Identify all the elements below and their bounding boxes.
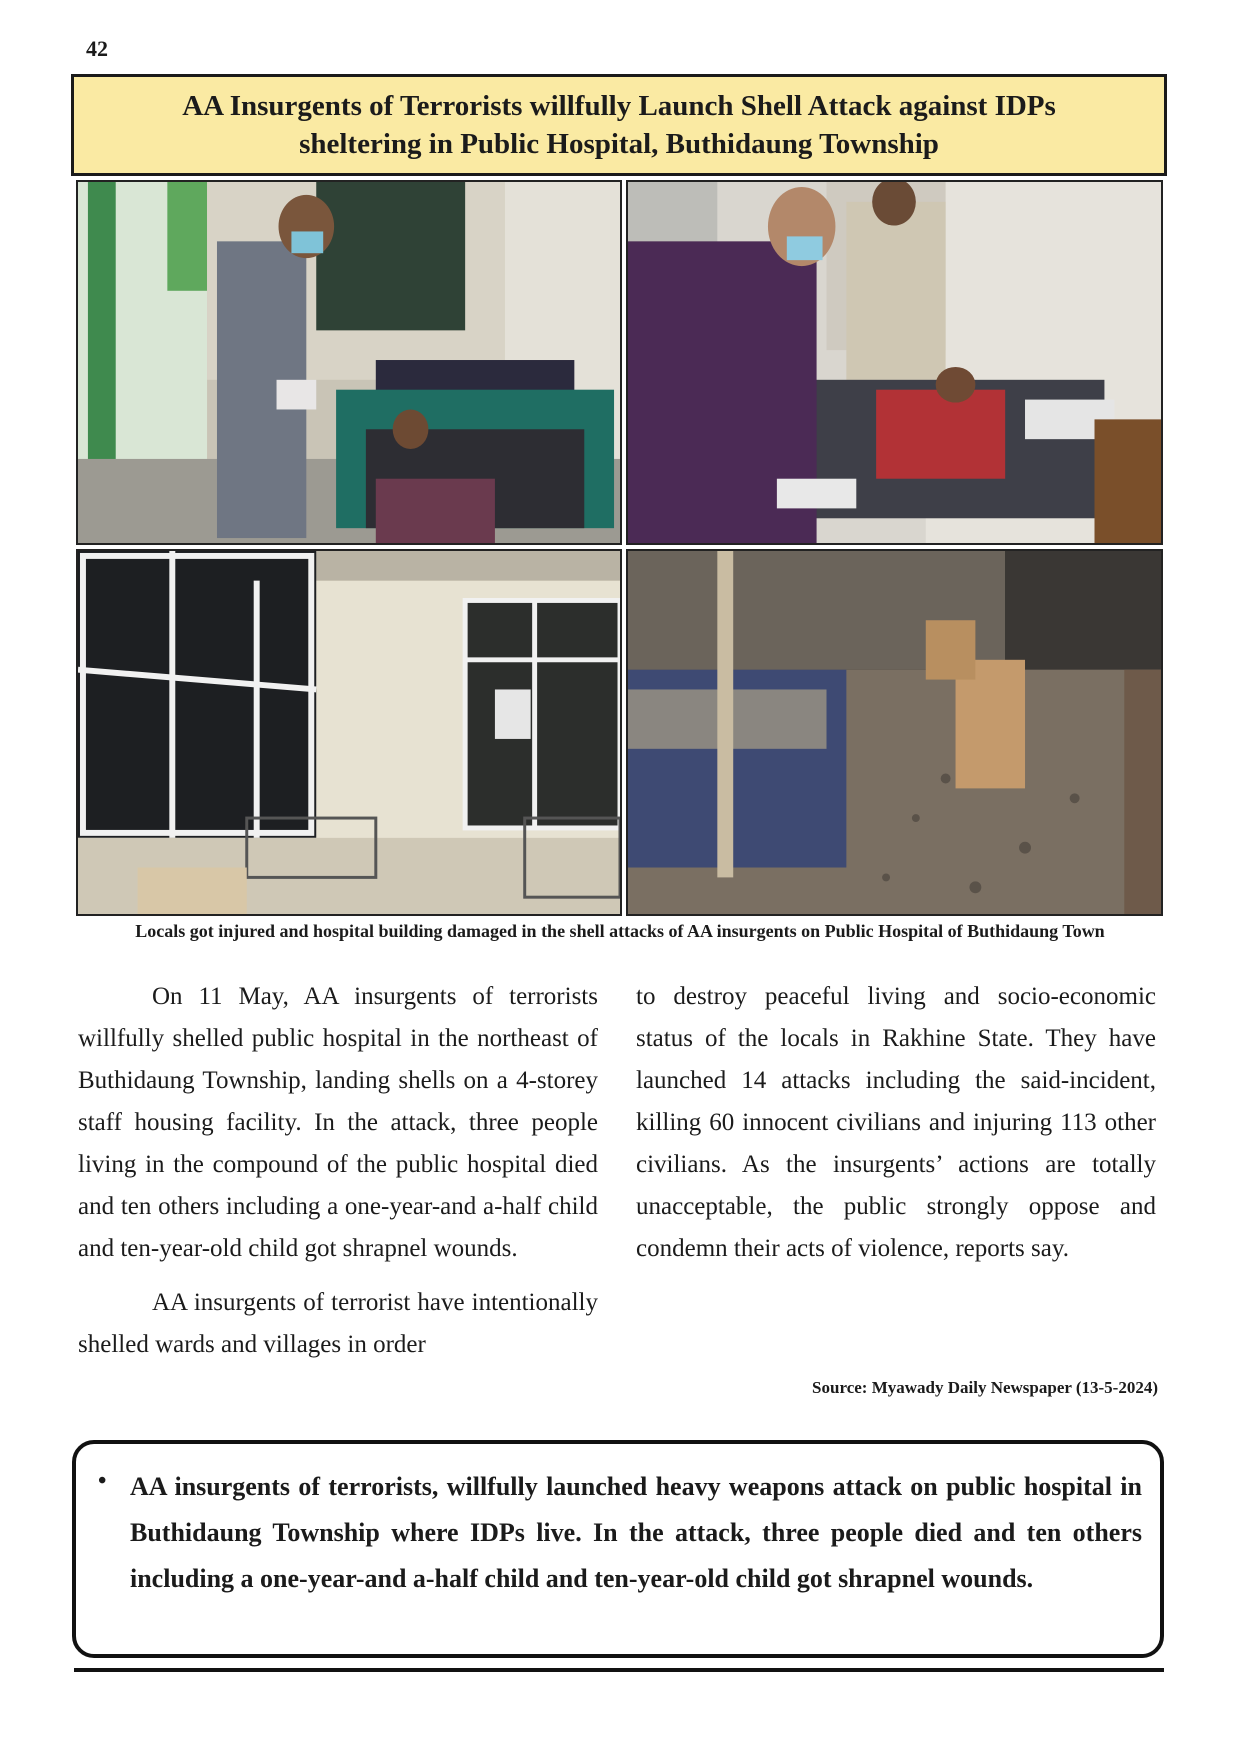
summary-text: AA insurgents of terrorists, willfully launched heavy weapons attack on public hospital in Buthidaung Township where IDPs live. In the attack, three people died and ten others including a one-year-and a-half child and ten-year-old child got shrapnel wounds. [130,1472,1142,1593]
title-banner [71,74,1167,176]
photo-caption: Locals got injured and hospital building damaged in the shell attacks of AA insurgents on Public Hospital of Buthidaung Town [135,921,1105,941]
photo-damaged-ward-debris [626,549,1163,916]
bottom-divider [74,1668,1164,1672]
article-title: AA Insurgents of Terrorists willfully Launch Shell Attack against IDPs sheltering in Public Hospital, Buthidaung Township [182,90,1056,160]
article-paragraph-2-end: to destroy peaceful living and socio-economic status of the locals in Rakhine State. They have launched 14 attacks including the said-incident, killing 60 innocent civilians and injuring 113 other civilians. As the insurgents’ actions are totally unacceptable, the public strongly oppose and condemn their acts of violence, reports say. [636,983,1156,1262]
summary-box [72,1440,1164,1658]
photo-shattered-windows [76,549,622,916]
page-number: 42 [86,36,108,61]
source-citation: Source: Myawady Daily Newspaper (13-5-2024) [812,1378,1158,1397]
photo-injured-woman-treated [626,180,1163,545]
article-paragraph-2-start: AA insurgents of terrorist have intentionally shelled wards and villages in order [78,1289,598,1358]
article-right-column [636,976,1156,1270]
photo-injured-man-treated [76,180,622,545]
article-left-column [78,976,598,1366]
bullet-point: • [98,1468,107,1494]
article-paragraph-1: On 11 May, AA insurgents of terrorists willfully shelled public hospital in the northeast of Buthidaung Township, landing shells on a 4-storey staff housing facility. In the attack, three people living in the compound of the public hospital died and ten others including a one-year-and a-half child and ten-year-old child got shrapnel wounds. [78,983,598,1262]
